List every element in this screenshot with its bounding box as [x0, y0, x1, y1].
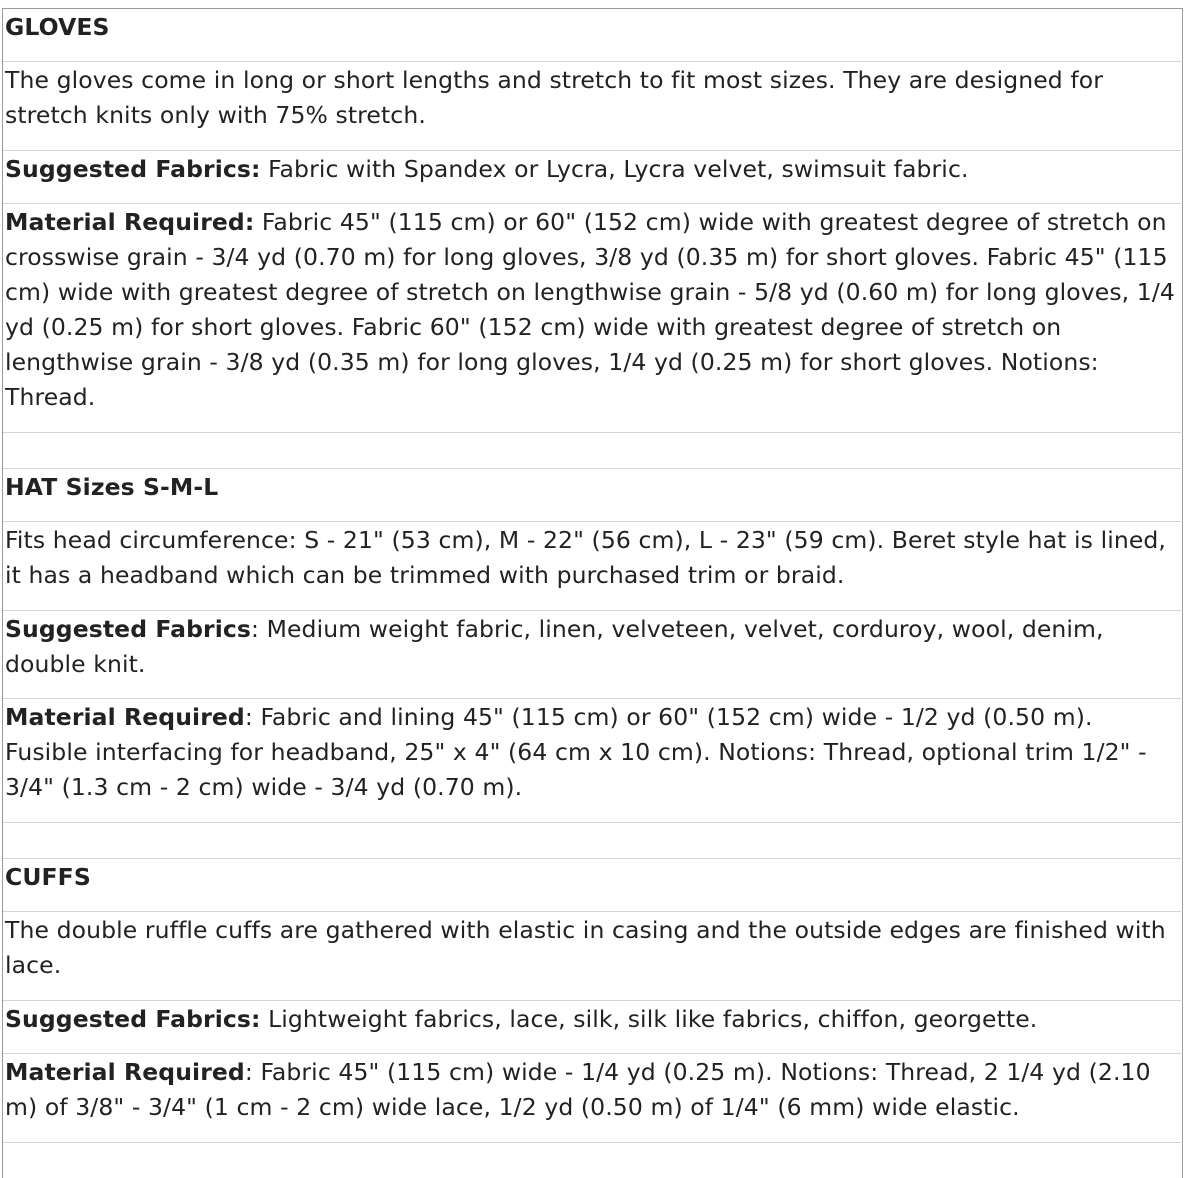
hat-fabrics-row	[3, 611, 1183, 699]
gloves-fabrics-label: Suggested Fabrics:	[5, 155, 261, 183]
cuffs-fabrics-row	[3, 1001, 1183, 1054]
gloves-material	[5, 205, 1179, 415]
hat-description: Fits head circumference: S - 21" (53 cm), M - 22" (56 cm), L - 23" (59 cm). Beret style hat is lined, it has a headband which can be trimmed with purchased trim or braid.	[5, 526, 1166, 589]
gloves-material-label: Material Required:	[5, 208, 255, 236]
gloves-fabrics-text: Fabric with Spandex or Lycra, Lycra velvet, swimsuit fabric.	[260, 155, 969, 183]
hat-material-label: Material Required	[5, 703, 245, 731]
cuffs-fabrics	[5, 1002, 1179, 1037]
cuffs-description: The double ruffle cuffs are gathered with elastic in casing and the outside edges are finished with lace.	[5, 916, 1166, 979]
spacer-row	[3, 823, 1183, 859]
hat-fabrics	[5, 612, 1179, 682]
gloves-fabrics-row	[3, 151, 1183, 204]
gloves-description: The gloves come in long or short lengths and stretch to fit most sizes. They are designed for stretch knits only with 75% stretch.	[5, 66, 1103, 129]
hat-material-row	[3, 699, 1183, 823]
cuffs-title-row	[3, 859, 1183, 912]
spacer-row	[3, 1143, 1183, 1171]
cuffs-description-row	[3, 912, 1183, 1001]
gloves-description-row	[3, 62, 1183, 151]
gloves-material-text: Fabric 45" (115 cm) or 60" (152 cm) wide with greatest degree of stretch on crosswise grain - 3/4 yd (0.70 m) for long gloves, 3/8 yd (0.35 m) for short gloves. Fabric 45" (115 cm) wide with greatest degree of stretch on lengthwise grain - 5/8 yd (0.60 m) for long gloves, 1/4 yd (0.25 m) for short gloves. Fabric 60" (152 cm) wide with greatest degree of stretch on lengthwise grain - 3/8 yd (0.35 m) for long gloves, 1/4 yd (0.25 m) for short gloves. Notions: Thread.	[5, 208, 1175, 411]
spacer-row	[3, 433, 1183, 469]
hat-title: HAT Sizes S-M-L	[5, 473, 219, 501]
hat-description-row	[3, 522, 1183, 611]
gloves-fabrics	[5, 152, 1179, 187]
cuffs-fabrics-text: Lightweight fabrics, lace, silk, silk like fabrics, chiffon, georgette.	[260, 1005, 1038, 1033]
cuffs-material	[5, 1055, 1179, 1125]
hat-material-text: : Fabric and lining 45" (115 cm) or 60" (152 cm) wide - 1/2 yd (0.50 m). Fusible interfacing for headband, 25" x 4" (64 cm x 10 cm). Notions: Thread, optional trim 1/2" - 3/4" (1.3 cm - 2 cm) wide - 3/4 yd (0.70 m).	[5, 703, 1147, 801]
cuffs-material-row	[3, 1054, 1183, 1143]
cuffs-material-text: : Fabric 45" (115 cm) wide - 1/4 yd (0.25 m). Notions: Thread, 2 1/4 yd (2.10 m) of 3/8" - 3/4" (1 cm - 2 cm) wide lace, 1/2 yd (0.50 m) of 1/4" (6 mm) wide elastic.	[5, 1058, 1151, 1121]
cuffs-title: CUFFS	[5, 863, 91, 891]
gloves-material-row	[3, 204, 1183, 433]
hat-fabrics-label: Suggested Fabrics	[5, 615, 252, 643]
gloves-title-row	[3, 9, 1183, 62]
hat-fabrics-text: : Medium weight fabric, linen, velveteen, velvet, corduroy, wool, denim, double knit.	[5, 615, 1104, 678]
hat-material	[5, 700, 1179, 805]
gloves-title: GLOVES	[5, 13, 110, 41]
hat-title-row	[3, 469, 1183, 522]
cuffs-material-label: Material Required	[5, 1058, 245, 1086]
cuffs-fabrics-label: Suggested Fabrics:	[5, 1005, 261, 1033]
